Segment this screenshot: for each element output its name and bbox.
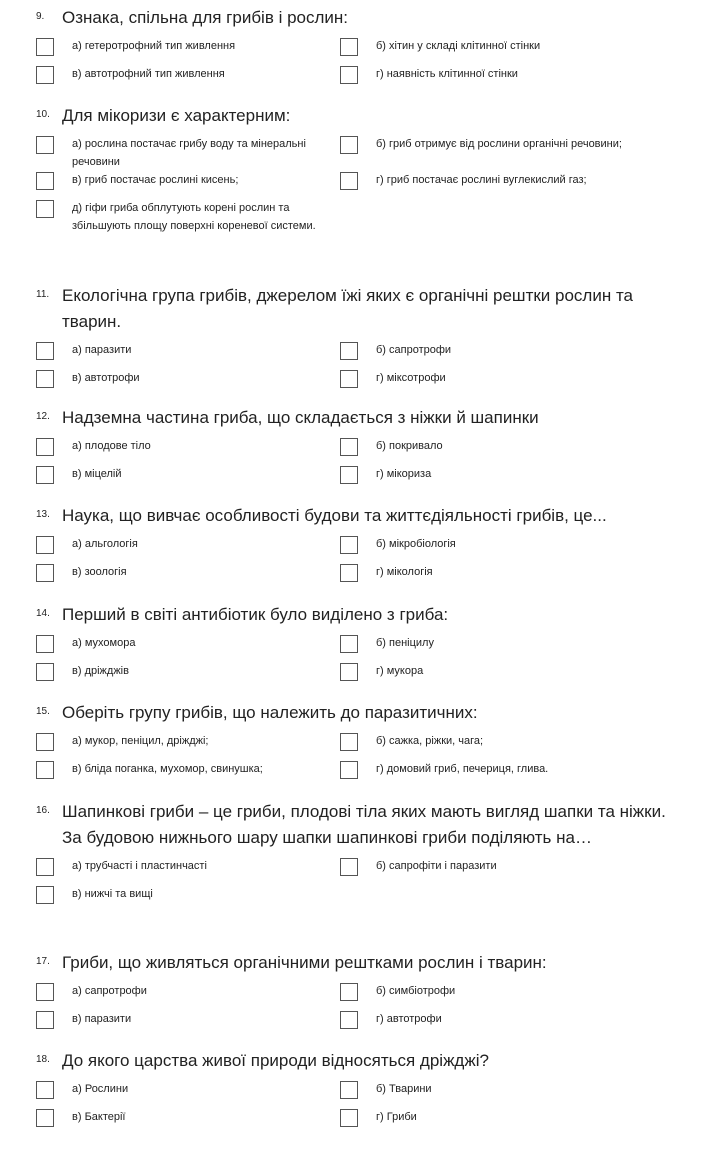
option-label: а) мукор, пеніцил, дріжджі; xyxy=(72,735,209,747)
option-label: г) гриб постачає рослині вуглекислий газ; xyxy=(376,174,587,186)
option-label: в) паразити xyxy=(72,1013,132,1025)
checkbox[interactable] xyxy=(340,761,358,779)
option-b[interactable] xyxy=(340,735,670,751)
option-v[interactable] xyxy=(36,1013,340,1029)
checkbox[interactable] xyxy=(36,136,54,154)
checkbox[interactable] xyxy=(36,858,54,876)
option-v[interactable] xyxy=(36,665,340,681)
option-label: в) бліда поганка, мухомор, свинушка; xyxy=(72,763,263,775)
checkbox[interactable] xyxy=(340,438,358,456)
checkbox[interactable] xyxy=(36,1081,54,1099)
option-g[interactable] xyxy=(340,68,670,84)
checkbox[interactable] xyxy=(36,1109,54,1127)
checkbox[interactable] xyxy=(340,342,358,360)
checkbox[interactable] xyxy=(36,438,54,456)
question-16 xyxy=(36,804,686,916)
checkbox[interactable] xyxy=(340,635,358,653)
option-label: а) Рослини xyxy=(72,1083,129,1095)
question-number: 10. xyxy=(36,109,50,120)
question-13 xyxy=(36,508,686,594)
option-label: б) мікробіологія xyxy=(376,538,456,550)
question-text: Перший в світі антибіотик було виділено з гриба: xyxy=(62,605,449,624)
option-label: а) трубчасті і пластинчасті xyxy=(72,860,207,872)
option-label: в) автотрофний тип живлення xyxy=(72,68,225,80)
option-a[interactable] xyxy=(36,40,340,56)
checkbox[interactable] xyxy=(36,733,54,751)
checkbox[interactable] xyxy=(340,536,358,554)
option-a[interactable] xyxy=(36,538,340,554)
option-label: в) Бактерії xyxy=(72,1111,126,1123)
question-number: 18. xyxy=(36,1054,50,1065)
question-text: Для мікоризи є характерним: xyxy=(62,106,291,125)
option-d[interactable] xyxy=(36,202,340,235)
option-a[interactable] xyxy=(36,860,340,876)
option-g[interactable] xyxy=(340,174,670,190)
option-b[interactable] xyxy=(340,344,670,360)
option-g[interactable] xyxy=(340,665,670,681)
option-label: б) сапрофіти і паразити xyxy=(376,860,497,872)
checkbox[interactable] xyxy=(340,136,358,154)
option-v[interactable] xyxy=(36,888,340,904)
question-text: Гриби, що живляться органічними рештками рослин і тварин: xyxy=(62,953,547,972)
option-b[interactable] xyxy=(340,637,670,653)
checkbox[interactable] xyxy=(340,370,358,388)
question-number: 14. xyxy=(36,608,50,619)
option-a[interactable] xyxy=(36,985,340,1001)
question-text: Шапинкові гриби – це гриби, плодові тіла яких мають вигляд шапки та ніжки. За будовою нижнього шару шапки шапинкові гриби поділяють на… xyxy=(62,802,666,847)
question-number: 9. xyxy=(36,11,45,22)
checkbox[interactable] xyxy=(340,66,358,84)
option-label: в) міцелій xyxy=(72,468,122,480)
option-b[interactable] xyxy=(340,538,670,554)
checkbox[interactable] xyxy=(340,1011,358,1029)
option-g[interactable] xyxy=(340,372,670,388)
checkbox[interactable] xyxy=(36,200,54,218)
option-g[interactable] xyxy=(340,566,670,582)
option-label: а) плодове тіло xyxy=(72,440,151,452)
checkbox[interactable] xyxy=(340,858,358,876)
question-number: 16. xyxy=(36,805,50,816)
checkbox[interactable] xyxy=(36,466,54,484)
option-a[interactable] xyxy=(36,440,340,456)
option-g[interactable] xyxy=(340,468,670,484)
option-label: а) рослина постачає грибу воду та мінеральні речовини xyxy=(72,138,306,168)
option-label: б) симбіотрофи xyxy=(376,985,456,997)
question-9 xyxy=(36,10,686,96)
option-label: г) мікологія xyxy=(376,566,433,578)
checkbox[interactable] xyxy=(36,342,54,360)
option-label: б) хітин у складі клітинної стінки xyxy=(376,40,541,52)
checkbox[interactable] xyxy=(36,536,54,554)
option-v[interactable] xyxy=(36,174,340,190)
option-label: г) наявність клітинної стінки xyxy=(376,68,518,80)
option-a[interactable] xyxy=(36,735,340,751)
option-v[interactable] xyxy=(36,372,340,388)
question-11 xyxy=(36,288,686,400)
checkbox[interactable] xyxy=(36,635,54,653)
option-v[interactable] xyxy=(36,468,340,484)
option-a[interactable] xyxy=(36,138,340,171)
checkbox[interactable] xyxy=(340,564,358,582)
checkbox[interactable] xyxy=(340,172,358,190)
option-label: б) покривало xyxy=(376,440,443,452)
checkbox[interactable] xyxy=(340,733,358,751)
checkbox[interactable] xyxy=(36,370,54,388)
option-label: а) паразити xyxy=(72,344,132,356)
option-label: в) автотрофи xyxy=(72,372,140,384)
option-b[interactable] xyxy=(340,40,670,56)
checkbox[interactable] xyxy=(36,66,54,84)
question-10 xyxy=(36,108,686,256)
checkbox[interactable] xyxy=(340,1081,358,1099)
option-a[interactable] xyxy=(36,344,340,360)
question-text: Надземна частина гриба, що складається з ніжки й шапинки xyxy=(62,408,539,427)
option-label: а) альгологія xyxy=(72,538,138,550)
checkbox[interactable] xyxy=(36,1011,54,1029)
option-label: б) сажка, ріжки, чага; xyxy=(376,735,484,747)
option-b[interactable] xyxy=(340,440,670,456)
question-text: Оберіть групу грибів, що належить до паразитичних: xyxy=(62,703,478,722)
option-label: г) мукора xyxy=(376,665,424,677)
question-17 xyxy=(36,955,686,1041)
checkbox[interactable] xyxy=(340,466,358,484)
option-label: б) гриб отримує від рослини органічні речовини; xyxy=(376,138,622,150)
checkbox[interactable] xyxy=(340,1109,358,1127)
option-v[interactable] xyxy=(36,763,340,779)
option-label: б) Тварини xyxy=(376,1083,432,1095)
option-b[interactable] xyxy=(340,138,670,154)
option-a[interactable] xyxy=(36,1083,340,1099)
option-label: г) домовий гриб, печериця, глива. xyxy=(376,763,549,775)
checkbox[interactable] xyxy=(36,886,54,904)
option-label: д) гіфи гриба обплутують корені рослин та збільшують площу поверхні кореневої системи. xyxy=(72,202,316,232)
option-label: г) мікориза xyxy=(376,468,432,480)
checkbox[interactable] xyxy=(36,983,54,1001)
option-label: б) сапротрофи xyxy=(376,344,452,356)
option-b[interactable] xyxy=(340,1083,670,1099)
option-label: в) дріжджів xyxy=(72,665,129,677)
option-label: а) гетеротрофний тип живлення xyxy=(72,40,236,52)
option-v[interactable] xyxy=(36,566,340,582)
option-label: а) мухомора xyxy=(72,637,136,649)
question-12 xyxy=(36,410,686,496)
question-14 xyxy=(36,607,686,693)
option-g[interactable] xyxy=(340,1013,670,1029)
checkbox[interactable] xyxy=(340,663,358,681)
checkbox[interactable] xyxy=(36,38,54,56)
option-v[interactable] xyxy=(36,1111,340,1127)
option-label: г) автотрофи xyxy=(376,1013,442,1025)
checkbox[interactable] xyxy=(36,564,54,582)
question-text: Ознака, спільна для грибів і рослин: xyxy=(62,8,349,27)
question-18 xyxy=(36,1053,686,1139)
question-15 xyxy=(36,705,686,791)
option-label: г) Гриби xyxy=(376,1111,417,1123)
option-g[interactable] xyxy=(340,763,670,779)
option-v[interactable] xyxy=(36,68,340,84)
option-b[interactable] xyxy=(340,985,670,1001)
question-number: 11. xyxy=(36,289,50,300)
option-g[interactable] xyxy=(340,1111,670,1127)
question-text: Наука, що вивчає особливості будови та життєдіяльності грибів, це... xyxy=(62,506,607,525)
checkbox[interactable] xyxy=(340,38,358,56)
option-label: б) пеніцилу xyxy=(376,637,434,649)
checkbox[interactable] xyxy=(36,761,54,779)
option-label: г) міксотрофи xyxy=(376,372,446,384)
question-text: До якого царства живої природи відносяться дріжджі? xyxy=(62,1051,489,1070)
option-label: а) сапротрофи xyxy=(72,985,147,997)
option-a[interactable] xyxy=(36,637,340,653)
checkbox[interactable] xyxy=(340,983,358,1001)
option-label: в) нижчі та вищі xyxy=(72,888,153,900)
checkbox[interactable] xyxy=(36,663,54,681)
option-b[interactable] xyxy=(340,860,670,876)
option-label: в) зоологія xyxy=(72,566,127,578)
question-number: 17. xyxy=(36,956,50,967)
question-number: 15. xyxy=(36,706,50,717)
question-number: 12. xyxy=(36,411,50,422)
checkbox[interactable] xyxy=(36,172,54,190)
question-text: Екологічна група грибів, джерелом їжі яких є органічні рештки рослин та тварин. xyxy=(62,286,634,331)
option-label: в) гриб постачає рослині кисень; xyxy=(72,174,239,186)
question-number: 13. xyxy=(36,509,50,520)
